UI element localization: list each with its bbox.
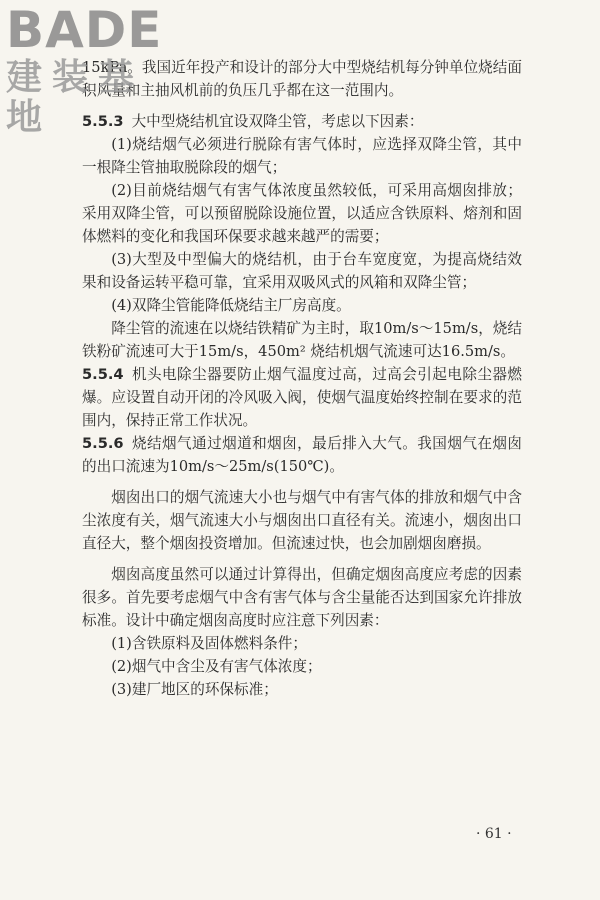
- paragraph-text: (3)建厂地区的环保标准；: [111, 681, 278, 698]
- paragraph-text: 机头电除尘器要防止烟气温度过高，过高会引起电除尘器燃爆。应设置自动开闭的冷风吸入阀，使烟气温度始终控制在要求的范围内，保持正常工作状况。: [82, 366, 522, 429]
- paragraph: [82, 294, 522, 317]
- paragraph-text: (4)双降尘管能降低烧结主厂房高度。: [111, 297, 351, 314]
- paragraph-text: 大中型烧结机宜设双降尘管，考虑以下因素：: [131, 113, 424, 130]
- paragraph: [82, 563, 522, 632]
- list-item: [82, 655, 522, 678]
- paragraph-text: 烟囱高度虽然可以通过计算得出，但确定烟囱高度应考虑的因素很多。首先要考虑烟气中含有害气体与含尘量能否达到国家允许排放标准。设计中确定烟囱高度时应注意下列因素：: [82, 566, 522, 629]
- paragraph-text: (2)目前烧结烟气有害气体浓度虽然较低，可采用高烟囱排放；采用双降尘管，可以预留脱除设施位置，以适应含铁原料、熔剂和固体燃料的变化和我国环保要求越来越严的需要；: [82, 182, 522, 245]
- paragraph: [82, 133, 522, 179]
- section-number: 5.5.3: [82, 113, 124, 130]
- paragraph: [82, 248, 522, 294]
- section-number: 5.5.4: [82, 366, 124, 383]
- section-paragraph: [82, 432, 522, 478]
- paragraph-text: (1)含铁原料及固体燃料条件；: [111, 635, 307, 652]
- paragraph: [82, 179, 522, 248]
- logo-text-en: BADE: [6, 1, 163, 59]
- logo-text-cn: 建装基地: [6, 57, 145, 138]
- page-body: [82, 56, 522, 701]
- section-number: 5.5.6: [82, 435, 124, 452]
- paragraph-text: (1)烧结烟气必须进行脱除有害气体时，应选择双降尘管，其中一根降尘管抽取脱除段的烟气；: [82, 136, 522, 176]
- paragraph-text: (2)烟气中含尘及有害气体浓度；: [111, 658, 322, 675]
- paragraph-text: 降尘管的流速在以烧结铁精矿为主时，取10m/s～15m/s，烧结铁粉矿流速可大于15m/s，450m² 烧结机烟气流速可达16.5m/s。: [82, 320, 522, 360]
- paragraph: [82, 486, 522, 555]
- paragraph-text: (3)大型及中型偏大的烧结机，由于台车宽度宽，为提高烧结效果和设备运转平稳可靠，宜采用双吸风式的风箱和双降尘管；: [82, 251, 522, 291]
- list-item: [82, 632, 522, 655]
- paragraph-text: 烧结烟气通过烟道和烟囱，最后排入大气。我国烟气在烟囱的出口流速为10m/s～25m/s(150℃)。: [82, 435, 522, 475]
- list-item: [82, 678, 522, 701]
- paragraph-text: 15kPa。我国近年投产和设计的部分大中型烧结机每分钟单位烧结面积风量和主抽风机前的负压几乎都在这一范围内。: [82, 59, 522, 99]
- page-number: · 61 ·: [476, 826, 512, 842]
- paragraph: [82, 317, 522, 363]
- section-paragraph: [82, 363, 522, 432]
- paragraph-text: 烟囱出口的烟气流速大小也与烟气中有害气体的排放和烟气中含尘浓度有关，烟气流速大小与烟囱出口直径有关。流速小，烟囱出口直径大，整个烟囱投资增加。但流速过快，也会加剧烟囱磨损。: [82, 489, 522, 552]
